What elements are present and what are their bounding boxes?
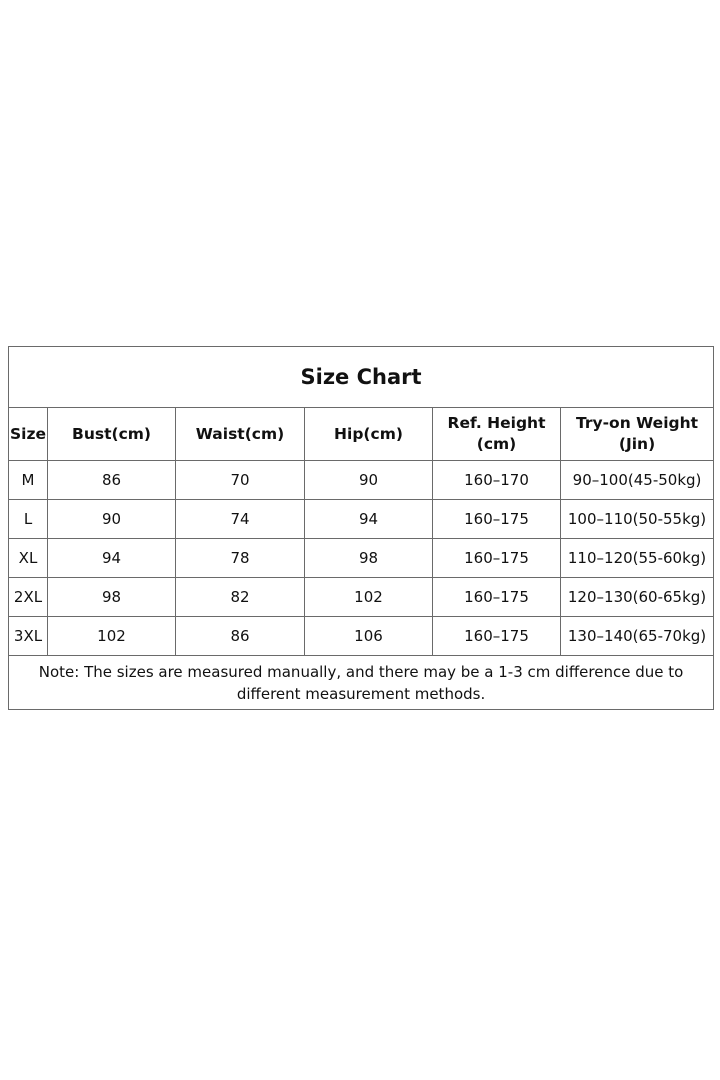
cell-hip: 98 <box>305 539 433 578</box>
cell-bust: 98 <box>48 578 176 617</box>
cell-hip: 90 <box>305 461 433 500</box>
note-row <box>9 656 714 710</box>
cell-waist: 82 <box>176 578 305 617</box>
header-bust: Bust(cm) <box>48 408 176 461</box>
header-row <box>9 408 714 461</box>
table-row <box>9 539 714 578</box>
header-size: Size <box>9 408 48 461</box>
cell-bust: 94 <box>48 539 176 578</box>
table-row <box>9 461 714 500</box>
cell-ref-height: 160–175 <box>433 578 561 617</box>
cell-waist: 86 <box>176 617 305 656</box>
cell-size: 3XL <box>9 617 48 656</box>
cell-bust: 90 <box>48 500 176 539</box>
cell-size: L <box>9 500 48 539</box>
cell-hip: 106 <box>305 617 433 656</box>
cell-ref-height: 160–175 <box>433 500 561 539</box>
table-row <box>9 617 714 656</box>
table-row <box>9 578 714 617</box>
cell-hip: 102 <box>305 578 433 617</box>
cell-waist: 78 <box>176 539 305 578</box>
header-ref-height: Ref. Height (cm) <box>433 408 561 461</box>
cell-waist: 74 <box>176 500 305 539</box>
cell-hip: 94 <box>305 500 433 539</box>
measurement-note: Note: The sizes are measured manually, and there may be a 1-3 cm difference due to different measurement methods. <box>9 656 714 710</box>
cell-try-on-weight: 110–120(55-60kg) <box>561 539 714 578</box>
cell-try-on-weight: 100–110(50-55kg) <box>561 500 714 539</box>
chart-title: Size Chart <box>9 347 714 408</box>
cell-ref-height: 160–170 <box>433 461 561 500</box>
cell-try-on-weight: 120–130(60-65kg) <box>561 578 714 617</box>
cell-bust: 86 <box>48 461 176 500</box>
cell-size: XL <box>9 539 48 578</box>
header-waist: Waist(cm) <box>176 408 305 461</box>
cell-size: M <box>9 461 48 500</box>
cell-try-on-weight: 90–100(45-50kg) <box>561 461 714 500</box>
header-hip: Hip(cm) <box>305 408 433 461</box>
table-row <box>9 500 714 539</box>
cell-try-on-weight: 130–140(65-70kg) <box>561 617 714 656</box>
cell-waist: 70 <box>176 461 305 500</box>
header-try-on-weight: Try-on Weight (Jin) <box>561 408 714 461</box>
cell-bust: 102 <box>48 617 176 656</box>
cell-ref-height: 160–175 <box>433 617 561 656</box>
cell-ref-height: 160–175 <box>433 539 561 578</box>
cell-size: 2XL <box>9 578 48 617</box>
size-chart-table <box>8 346 714 710</box>
title-row <box>9 347 714 408</box>
